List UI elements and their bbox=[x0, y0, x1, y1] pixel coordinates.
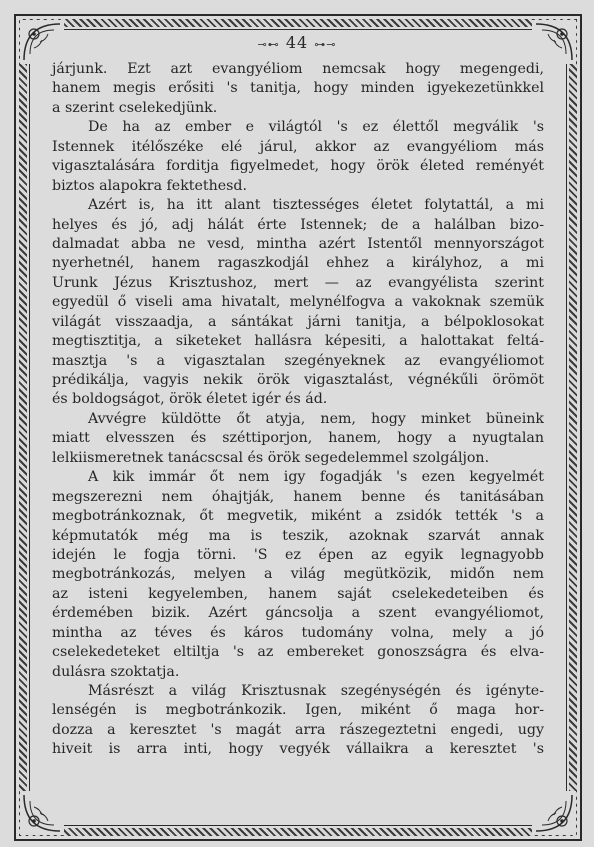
text-line: A kik immár őt nem igy fogadják 's ezen kegyelmét bbox=[88, 469, 544, 486]
text-line: hiveit is arra inti, hogy vegyék vállaikra a keresztet 's bbox=[52, 741, 544, 758]
text-line: képmutatók még ma is teszik, azoknak szarvát annak bbox=[52, 527, 544, 544]
text-line: helyes és jó, adj hálát érte Istennek; de a halálban bizo- bbox=[52, 216, 544, 233]
text-line: egyedül ő viseli ama hivatalt, melynélfogva a vakoknak szemük bbox=[52, 294, 544, 311]
text-line: idején le fogja törni. 'S ez épen az egyik legnagyobb bbox=[52, 546, 544, 563]
text-line: a szerint cselekedjünk. bbox=[52, 99, 218, 116]
text-line: világát visszaadja, a sántákat járni tanitja, a bélpoklosokat bbox=[52, 313, 544, 330]
text-line: Istennek itélőszéke elé járul, akkor az evangyéliom más bbox=[52, 138, 544, 155]
text-line: és boldogságot, örök életet igér és ád. bbox=[52, 391, 328, 408]
text-line: lelkiismeretnek tanácscsal és örök segedelemmel szolgáljon. bbox=[52, 449, 490, 466]
text-line: az isteni kegyelemben, hanem saját cselekedeteiben és bbox=[52, 585, 544, 602]
text-line: megszerezni nem óhajtják, hanem benne és tanitásában bbox=[52, 488, 544, 505]
text-line: hanem megis erősiti 's tanitja, hogy minden igyekezetünkkel bbox=[52, 80, 544, 97]
text-line: mintha az téves és káros tudomány volna, mely a jó bbox=[52, 624, 544, 641]
text-line: járjunk. Ezt azt evangyéliom nemcsak hogy megengedi, bbox=[52, 61, 544, 77]
text-line: Azért is, ha itt alant tisztességes életet folytattál, a mi bbox=[88, 197, 544, 214]
page-number-ornament-right-icon: ⊶⊸ bbox=[314, 38, 337, 51]
text-line: cselekedeteket eltiltja 's az embereket gonoszságra és elva- bbox=[52, 644, 544, 661]
text-line: miatt elvesszen és széttiporjon, hanem, hogy a nyugtalan bbox=[52, 430, 544, 447]
text-line: érdemében bizik. Azért gáncsolja a szent evangyéliomot, bbox=[52, 605, 544, 622]
page-number-ornament-left-icon: ⊸⊷ bbox=[257, 38, 280, 51]
text-line: Másrészt a világ Krisztusnak szegénységén és igényte- bbox=[88, 683, 544, 699]
text-line: megbotránkozás, melyen a világ megütközik, midőn nem bbox=[52, 566, 544, 583]
text-line: lenségén is megbotránkozik. Igen, miként ő maga hor- bbox=[52, 702, 544, 719]
text-line: Urunk Jézus Krisztushoz, mert — az evangyélista szerint bbox=[52, 274, 544, 291]
corner-ornament-icon bbox=[532, 791, 576, 835]
body-text bbox=[52, 60, 544, 760]
text-line: Avvégre küldötte őt atyja, nem, hogy minket büneink bbox=[88, 410, 544, 427]
text-line: dulásra szoktatja. bbox=[52, 663, 180, 680]
text-line: megtisztitja, a siketeket hallásra képesiti, a halottakat feltá- bbox=[52, 333, 544, 350]
text-line: nyerhetnél, hanem ragaszkodjál ehhez a királyhoz, a mi bbox=[52, 255, 544, 272]
text-line: dozza a keresztet 's magát arra rászegeztetni engedi, ugy bbox=[52, 721, 544, 738]
corner-ornament-icon bbox=[20, 791, 64, 835]
page-number bbox=[0, 33, 594, 52]
text-line: vigasztalására forditja figyelmedet, hogy örök életed reményét bbox=[52, 158, 544, 175]
text-line: dalmadat abba ne vesd, mintha azért Istentől mennyországot bbox=[52, 235, 544, 252]
text-line: biztos alapokra fektethesd. bbox=[52, 177, 248, 194]
text-line: megbotránkoznak, őt megvetik, miként a zsidók tették 's a bbox=[52, 508, 544, 525]
text-line: prédikálja, vagyis nekik örök vigasztalást, végnékűli örömöt bbox=[52, 372, 544, 388]
page-number-value: 44 bbox=[285, 33, 309, 52]
text-line: masztja 's a vigasztalan szegényeknek az evangyéliomot bbox=[52, 352, 544, 369]
text-line: De ha az ember e világtól 's ez élettől megválik 's bbox=[88, 119, 544, 136]
